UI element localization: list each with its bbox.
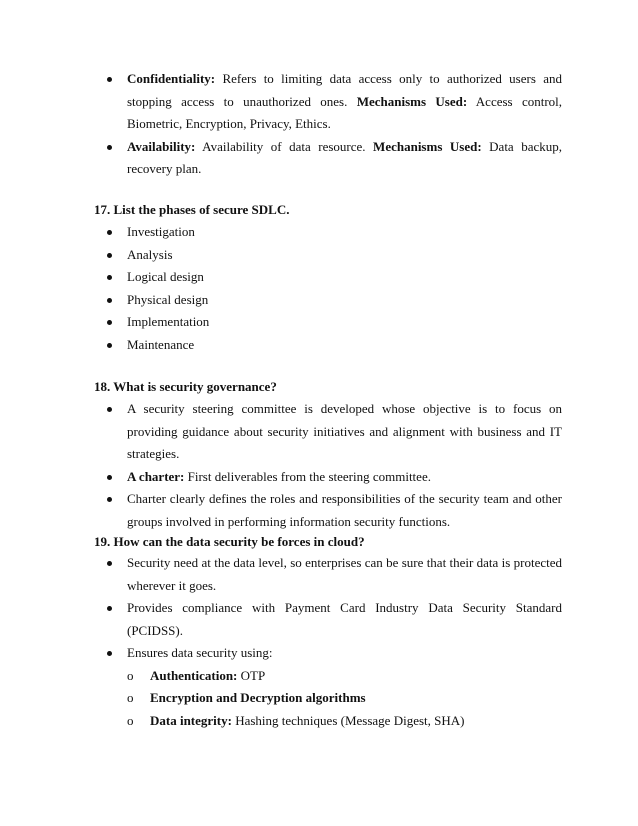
bullet-icon <box>107 651 112 656</box>
bullet-icon <box>107 407 112 412</box>
list-item: Maintenance <box>0 334 638 357</box>
heading-q19: 19. How can the data security be forces in cloud? <box>94 534 365 549</box>
list-item: Charter clearly defines the roles and responsibilities of the security team and other groups involved in performing information security functions. <box>0 488 638 533</box>
bullet-icon <box>107 77 112 82</box>
heading-q17: 17. List the phases of secure SDLC. <box>94 202 290 217</box>
bullet-icon <box>107 497 112 502</box>
term-confidentiality: Confidentiality: <box>127 71 216 86</box>
sub-list-item-data-integrity: o Data integrity: Hashing techniques (Message Digest, SHA) <box>0 710 638 733</box>
list-item: A security steering committee is developed whose objective is to focus on providing guidance about security initiatives and alignment with business and IT strategies. <box>0 398 638 466</box>
cloud-security-list <box>0 552 638 732</box>
list-item: Security need at the data level, so enterprises can be sure that their data is protected wherever it goes. <box>0 552 638 597</box>
bullet-icon <box>107 606 112 611</box>
circle-bullet-icon: o <box>127 712 134 728</box>
list-item-charter: A charter: First deliverables from the steering committee. <box>0 466 638 489</box>
list-item: Logical design <box>0 266 638 289</box>
bullet-icon <box>107 275 112 280</box>
bullet-icon <box>107 475 112 480</box>
list-item-availability: Availability: Availability of data resource. Mechanisms Used: Data backup, recovery plan. <box>0 136 638 181</box>
mechanisms-label: Mechanisms Used: <box>356 93 468 109</box>
list-item: Ensures data security using: <box>0 642 638 665</box>
heading-q18: 18. What is security governance? <box>94 379 277 394</box>
list-item: Analysis <box>0 244 638 267</box>
bullet-icon <box>107 253 112 258</box>
mechanisms-label: Mechanisms Used: <box>373 138 482 154</box>
circle-bullet-icon: o <box>127 667 134 683</box>
sub-list-item-encryption: o Encryption and Decryption algorithms <box>0 687 638 710</box>
list-item: Investigation <box>0 221 638 244</box>
list-item-confidentiality: Confidentiality: Refers to limiting data access only to authorized users and stopping access to unauthorized ones. Mechanisms Used: Access control, Biometric, Encryption, Privacy, Ethics. <box>0 68 638 136</box>
sdlc-phases-list <box>0 221 638 356</box>
list-item: Physical design <box>0 289 638 312</box>
bullet-icon <box>107 145 112 150</box>
governance-list <box>0 398 638 533</box>
bullet-icon <box>107 298 112 303</box>
list-item: Provides compliance with Payment Card Industry Data Security Standard (PCIDSS). <box>0 597 638 642</box>
term-charter: A charter: <box>127 468 185 484</box>
bullet-icon <box>107 320 112 325</box>
sub-list-item-authentication: o Authentication: OTP <box>0 665 638 688</box>
bullet-icon <box>107 230 112 235</box>
intro-list <box>0 68 638 181</box>
bullet-icon <box>107 343 112 348</box>
term-availability: Availability: <box>127 138 196 154</box>
list-item: Implementation <box>0 311 638 334</box>
bullet-icon <box>107 561 112 566</box>
circle-bullet-icon: o <box>127 690 134 705</box>
